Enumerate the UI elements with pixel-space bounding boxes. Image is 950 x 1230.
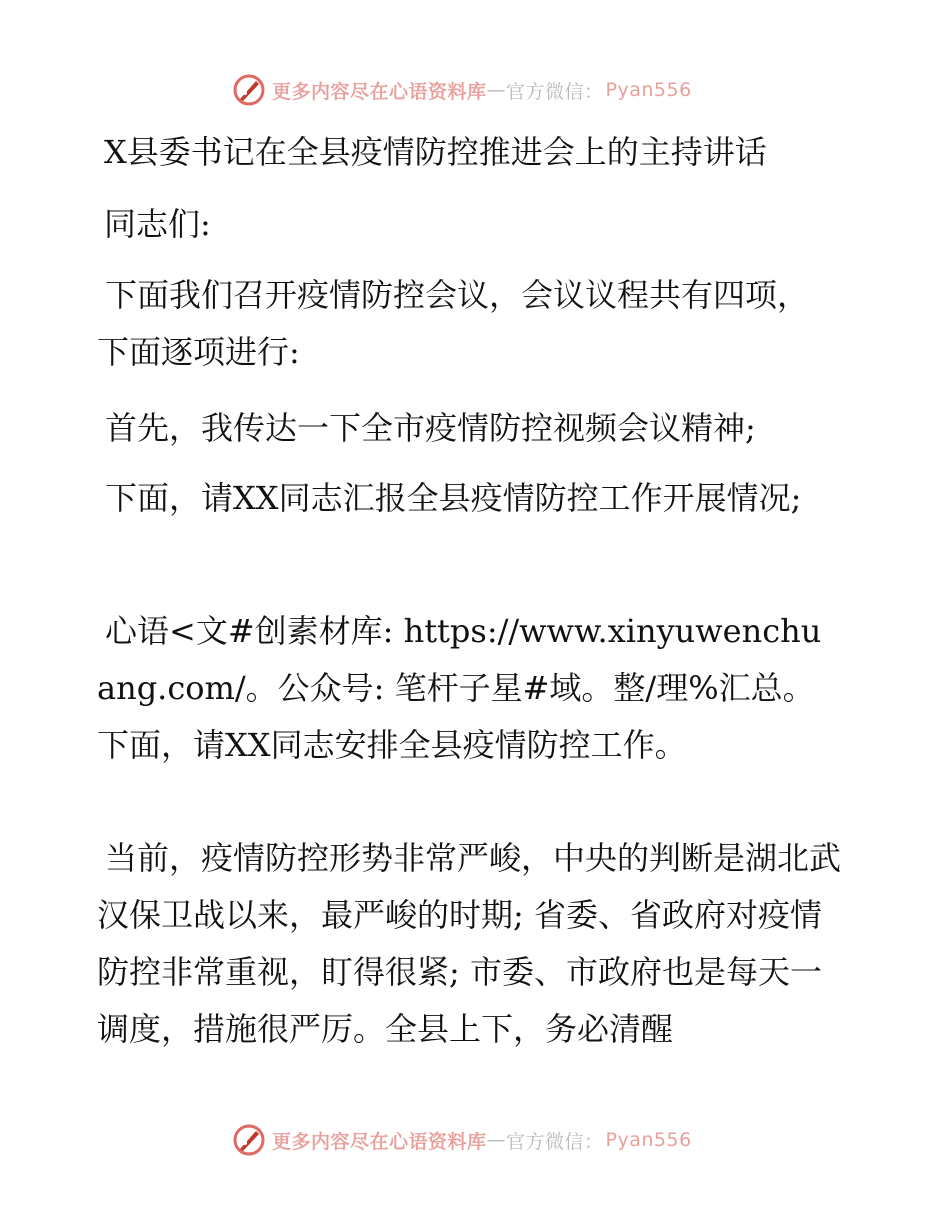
quill-pen-icon <box>232 73 266 107</box>
paragraph-situation: 当前，疫情防控形势非常严峻，中央的判断是湖北武汉保卫战以来，最严峻的时期; 省委、省政府对疫情防控非常重视，盯得很紧; 市委、市政府也是每天一调度，措施很严厉。全县上下，务必清醒 <box>97 839 842 1048</box>
paragraph-third-item: 心语<文#创素材库: https://www.xinyuwenchuang.com/。公众号: 笔杆子星#域。整/理%汇总。下面，请XX同志安排全县疫情防控工作。 <box>97 612 822 764</box>
watermark-text: 更多内容尽在心语资料库 <box>272 1130 487 1153</box>
paragraph-first-item: 首先，我传达一下全市疫情防控视频会议精神; <box>105 409 756 447</box>
watermark-dash: — <box>486 79 507 101</box>
quill-pen-icon <box>232 1123 266 1157</box>
watermark-header <box>232 73 692 107</box>
watermark-account: Pyan556 <box>605 1129 692 1151</box>
watermark-account: Pyan556 <box>605 79 692 101</box>
paragraph-second-item: 下面，请XX同志汇报全县疫情防控工作开展情况; <box>105 479 802 517</box>
paragraph-agenda: 下面我们召开疫情防控会议，会议议程共有四项，下面逐项进行: <box>97 276 810 371</box>
watermark-dash: — <box>486 1129 507 1151</box>
watermark-footer <box>232 1123 692 1157</box>
watermark-official-label: 官方微信： <box>506 80 604 103</box>
watermark-text: 更多内容尽在心语资料库 <box>272 80 487 103</box>
paragraph-salutation: 同志们: <box>104 205 211 243</box>
watermark-official-label: 官方微信： <box>506 1130 604 1153</box>
page-title: X县委书记在全县疫情防控推进会上的主持讲话 <box>104 133 767 171</box>
